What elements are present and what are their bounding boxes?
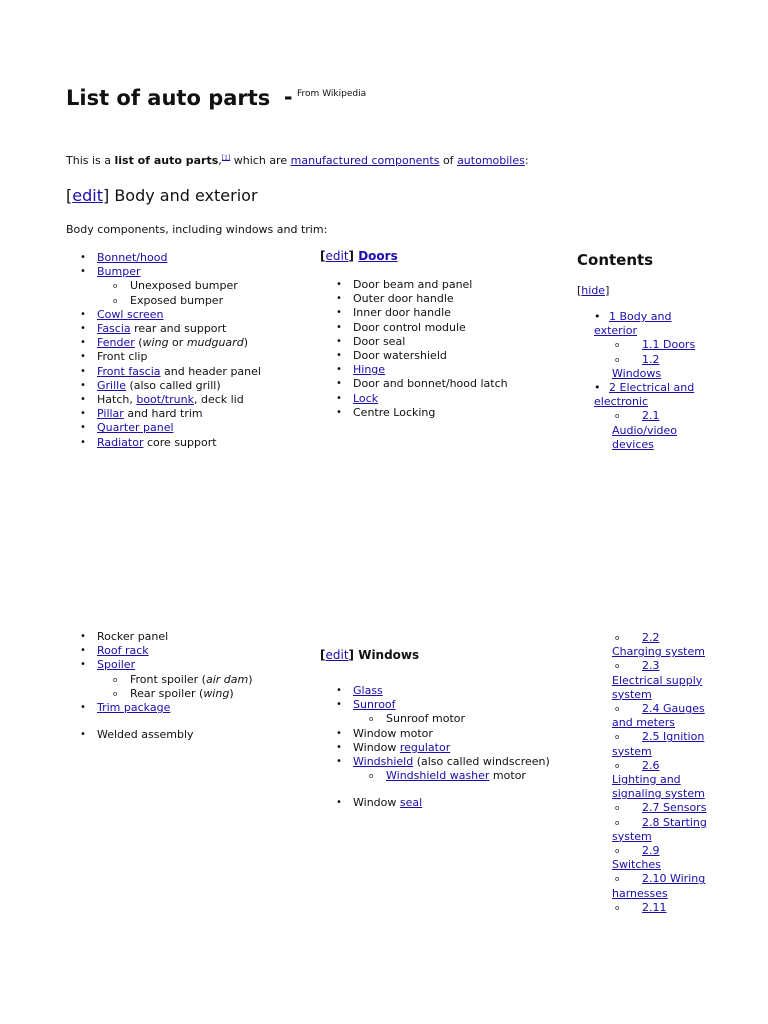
list-item: • Door and bonnet/hood latch [322, 377, 508, 391]
list-item [66, 436, 261, 450]
item-text: ) [248, 672, 253, 686]
item-italic: wing [142, 336, 169, 350]
sunroof-link[interactable]: Sunroof [353, 698, 396, 712]
source-note: From Wikipedia [297, 89, 367, 99]
list-item [66, 379, 261, 393]
section-heading-body-exterior [66, 186, 258, 205]
item-text: Window [353, 796, 400, 810]
list-item: • Front clip [66, 350, 261, 364]
section-heading-doors: [edit] Doors [320, 249, 398, 263]
item-italic: wing [203, 686, 230, 700]
toc-link-2-7[interactable]: 2.7 Sensors [642, 801, 707, 815]
automobiles-link[interactable]: automobiles [457, 154, 525, 167]
toc-link-2-11[interactable]: 2.11 [642, 900, 667, 914]
toc-entry: o 2.10 Wiring harnesses [612, 872, 706, 900]
front-fascia-link[interactable]: Front fascia [97, 364, 161, 378]
bonnet-link[interactable]: Bonnet/hood [97, 251, 168, 264]
toc-link-1[interactable]: 1 Body and exterior [594, 310, 672, 338]
windshield-sublist [353, 769, 550, 783]
bumper-link[interactable]: Bumper [97, 265, 141, 279]
list-item: o Exposed bumper [97, 294, 261, 308]
list-item: • Inner door handle [322, 306, 508, 320]
intro-text-mid: which are [230, 154, 291, 167]
list-item [322, 796, 550, 810]
list-item [322, 741, 550, 755]
toc-entry: o 2.1 Audio/video devices [612, 409, 678, 451]
bracket-open: [ [66, 186, 73, 205]
list-item [66, 336, 261, 350]
list-item [66, 365, 261, 379]
list-item: o Sunroof motor [353, 712, 550, 726]
list-item [66, 308, 261, 322]
toc-entry: o 2.7 Sensors [615, 801, 707, 815]
list-item: • Door beam and panel [322, 278, 508, 292]
fender-link[interactable]: Fender [97, 336, 135, 350]
section-heading-windows: [edit] Windows [320, 648, 420, 662]
intro-paragraph [66, 154, 529, 167]
intro-bold-text: list of auto parts [114, 154, 219, 167]
list-item [66, 251, 261, 265]
list-item: o Unexposed bumper [97, 279, 261, 293]
toc-link-2[interactable]: 2 Electrical and electronic [594, 381, 695, 409]
manufactured-components-link[interactable]: manufactured components [290, 154, 440, 167]
toc-link-2-3[interactable]: 2.3 Electrical supply system [612, 659, 703, 701]
list-item: • Welded assembly [66, 728, 253, 742]
spoiler-link[interactable]: Spoiler [97, 658, 136, 672]
windshield-washer-link[interactable]: Windshield washer [386, 769, 490, 783]
contents-list-top [577, 310, 707, 452]
radiator-link[interactable]: Radiator [97, 435, 144, 449]
list-item [66, 407, 261, 421]
list-item: • Outer door handle [322, 292, 508, 306]
intro-text: This is a [66, 154, 115, 167]
toc-entry: o 2.5 Ignition system [612, 730, 705, 758]
item-text: and header panel [160, 364, 261, 378]
body-description: Body components, including windows and trim: [66, 223, 328, 236]
list-item [97, 673, 253, 687]
page-title: List of auto parts [66, 86, 271, 110]
toc-entry: o 2.3 Electrical supply system [612, 659, 703, 701]
list-item [322, 755, 550, 783]
item-text: or [168, 336, 187, 350]
toc-entry: o 2.9 Switches [612, 844, 661, 872]
list-item [97, 687, 253, 701]
glass-link[interactable]: Glass [353, 684, 383, 697]
toc-entry: o 2.8 Starting system [612, 815, 707, 843]
list-item [66, 265, 261, 308]
hinge-link[interactable]: Hinge [353, 363, 386, 377]
item-text: , deck lid [193, 393, 244, 407]
list-item [353, 769, 550, 783]
intro-text-end: : [524, 154, 529, 167]
item-italic: mudguard [186, 336, 244, 350]
toc-entry: • 2 Electrical and electronic [594, 381, 695, 409]
list-item: • Window motor [322, 727, 550, 741]
list-item [66, 393, 261, 407]
section-title: Body and exterior [114, 186, 258, 205]
citation-link[interactable]: [1] [221, 154, 231, 162]
grille-link[interactable]: Grille [97, 378, 126, 392]
windshield-link[interactable]: Windshield [353, 755, 414, 769]
quarter-panel-link[interactable]: Quarter panel [97, 421, 174, 435]
boot-trunk-link[interactable]: boot/trunk [136, 393, 194, 407]
list-item [66, 644, 253, 658]
list-item [66, 658, 253, 701]
item-text: ) [229, 686, 234, 700]
toc-entry: o 2.11 [615, 900, 667, 914]
toc-link-2-2[interactable]: 2.2 Charging system [612, 631, 705, 659]
title-dash: - [283, 85, 293, 109]
item-text: (also called windscreen) [413, 755, 550, 769]
edit-link-doors[interactable]: edit [325, 249, 349, 263]
toc-link-1-1[interactable]: 1.1 Doors [642, 338, 696, 352]
toc-entry: o 1.2 Windows [612, 352, 662, 380]
list-item: • Door control module [322, 321, 508, 335]
fascia-link[interactable]: Fascia [97, 322, 131, 336]
sunroof-sublist [353, 712, 550, 726]
item-italic: air dam [205, 672, 249, 686]
roof-rack-link[interactable]: Roof rack [97, 644, 149, 658]
spoiler-sublist [97, 673, 253, 701]
contents-title: Contents [577, 251, 654, 269]
list-item [322, 684, 550, 698]
item-text: Front spoiler ( [130, 672, 206, 686]
item-text: Hatch, [97, 393, 137, 407]
toc-link-2-5[interactable]: 2.5 Ignition system [612, 730, 705, 758]
windows-list [322, 684, 550, 811]
list-item: • Door watershield [322, 349, 508, 363]
list-item: • Centre Locking [322, 406, 508, 420]
contents-list-bottom [577, 631, 707, 915]
list-item [322, 363, 508, 377]
toc-entry: o 2.2 Charging system [612, 631, 705, 659]
list-item: • Door seal [322, 335, 508, 349]
item-text: ) [243, 336, 248, 350]
edit-link-windows[interactable]: edit [325, 648, 349, 662]
toc-link-1-2[interactable]: 1.2 Windows [612, 352, 662, 380]
doors-link[interactable]: Doors [358, 249, 398, 263]
toc-link-2-1[interactable]: 2.1 Audio/video devices [612, 409, 678, 451]
lock-link[interactable]: Lock [353, 391, 379, 405]
item-text: (also called grill) [125, 378, 221, 392]
pillar-link[interactable]: Pillar [97, 407, 124, 421]
list-item [66, 322, 261, 336]
item-text: Rear spoiler ( [130, 686, 204, 700]
list-item [322, 392, 508, 406]
item-text: Window [353, 740, 400, 754]
toc-entry: o 2.6 Lighting and signaling system [612, 758, 705, 801]
toc-link-2-6[interactable]: 2.6 Lighting and signaling system [612, 758, 705, 801]
item-text: ( [134, 336, 143, 350]
contents-toggle: [hide] [577, 284, 610, 297]
toc-link-2-10[interactable]: 2.10 Wiring harnesses [612, 872, 706, 900]
page-header [66, 86, 366, 110]
toc-entry: • 1 Body and exterior [594, 310, 672, 338]
toc-link-2-9[interactable]: 2.9 Switches [612, 844, 661, 872]
list-item [66, 421, 261, 435]
item-text: motor [489, 769, 526, 783]
toc-link-2-4[interactable]: 2.4 Gauges and meters [612, 702, 705, 730]
list-item: • Rocker panel [66, 630, 253, 644]
body-parts-list [66, 251, 261, 450]
regulator-link[interactable]: regulator [399, 740, 451, 754]
doors-list [322, 278, 508, 420]
trim-package-link[interactable]: Trim package [97, 701, 171, 715]
bumper-sublist [97, 279, 261, 307]
edit-link-body-exterior[interactable]: edit [72, 186, 103, 205]
item-text: rear and support [130, 322, 227, 336]
item-text: and hard trim [123, 407, 203, 421]
windows-title: Windows [358, 648, 420, 662]
intro-comma: , [218, 154, 222, 167]
list-item [322, 698, 550, 726]
list-item [66, 701, 253, 715]
cowl-screen-link[interactable]: Cowl screen [97, 307, 164, 321]
toc-entry: o 2.4 Gauges and meters [612, 702, 705, 730]
seal-link[interactable]: seal [399, 796, 423, 810]
body-parts-list-continued [66, 630, 253, 742]
bracket-close: ] [102, 186, 110, 205]
hide-contents-link[interactable]: hide [581, 284, 606, 297]
item-text: core support [143, 435, 217, 449]
toc-entry: o 1.1 Doors [615, 338, 696, 352]
toc-link-2-8[interactable]: 2.8 Starting system [612, 815, 707, 843]
intro-text-of: of [439, 154, 458, 167]
